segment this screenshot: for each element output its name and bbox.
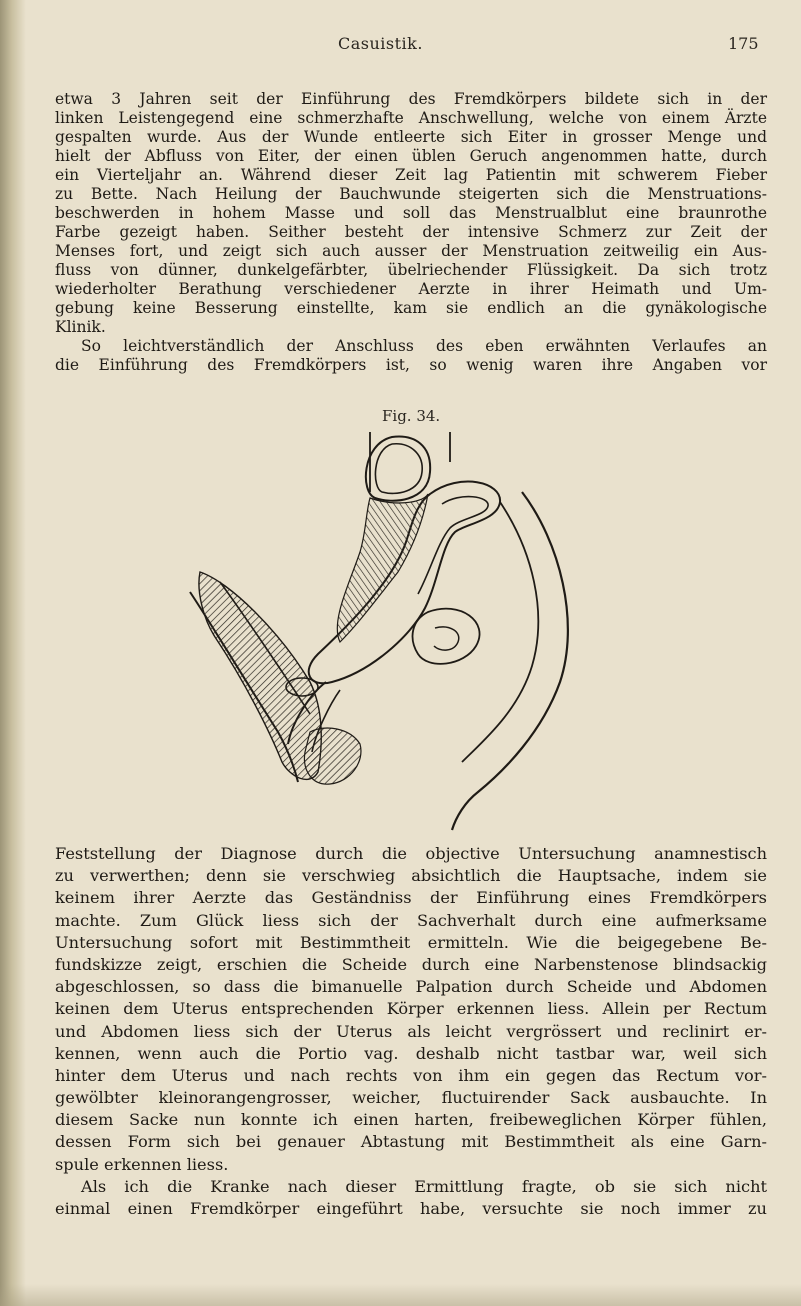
text-line: kennen, wenn auch die Portio vag. deshalb nicht tastbar war, weil sich [55,1043,767,1063]
text-line: linken Leistengegend eine schmerzhafte Anschwellung, welche von einem Ärzte [55,109,767,127]
text-line: gespalten wurde. Aus der Wunde entleerte sich Eiter in grosser Menge und [55,128,767,146]
bladder-inner [375,444,422,494]
text-line: dessen Form sich bei genauer Abtastung mit Bestimmtheit als eine Garn- [55,1132,767,1152]
anatomical-sketch-figure [160,432,590,832]
top-text-block [55,90,767,375]
bottom-text-block [55,843,767,1220]
text-line: Feststellung der Diagnose durch die objective Untersuchung anamnestisch [55,844,767,863]
text-line: beschwerden in hohem Masse und soll das Menstrualblut eine braunrothe [55,204,767,222]
bladder-wall-hatch [337,494,428,642]
text-line: einmal einen Fremdkörper eingeführt habe, versuchte sie noch immer zu [55,1199,767,1218]
text-line: machte. Zum Glück liess sich der Sachverhalt durch eine aufmerksame [55,910,767,930]
text-line: Menses fort, und zeigt sich auch ausser der Menstruation zeitweilig ein Aus- [55,242,767,260]
text-line: keinen dem Uterus entsprechenden Körper erkennen liess. Allein per Rectum [55,999,767,1019]
text-line: die Einführung des Fremdkörpers ist, so wenig waren ihre Angaben vor [55,356,767,374]
foreign-body-sac [413,609,480,664]
text-line: und Abdomen liess sich der Uterus als leicht vergrössert und reclinirt er- [55,1021,767,1041]
spool-icon [434,627,459,650]
text-line: diesem Sacke nun konnte ich einen harten, freibeweglichen Körper fühlen, [55,1110,767,1130]
page-bottom-shadow [0,1284,801,1306]
page-number: 175 [728,34,759,53]
text-line: zu Bette. Nach Heilung der Bauchwunde steigerten sich die Menstruations- [55,185,767,203]
text-line: Untersuchung sofort mit Bestimmtheit ermitteln. Wie die beigegebene Be- [55,932,767,952]
text-line: Klinik. [55,318,106,336]
text-line: gewölbter kleinorangengrosser, weicher, fluctuirender Sack ausbauchte. In [55,1088,767,1108]
text-line: gebung keine Besserung einstellte, kam sie endlich an die gynäkologische [55,299,767,317]
text-line: So leichtverständlich der Anschluss des eben erwähnten Verlaufes an [81,337,767,355]
running-title: Casuistik. [338,34,423,53]
scar-stenosis-hatch [304,728,360,784]
text-line: keinem ihrer Aerzte das Geständniss der Einführung eines Fremdkörpers [55,888,767,908]
text-line: etwa 3 Jahren seit der Einführung des Fremdkörpers bildete sich in der [55,90,767,108]
sacrum-curve [452,492,568,830]
uterus-inner [418,497,488,594]
rectum-wall [462,502,538,762]
text-line: fluss von dünner, dunkelgefärbter, übelriechender Flüssigkeit. Da sich trotz [55,261,767,279]
text-line: zu verwerthen; denn sie verschwieg absichtlich die Hauptsache, indem sie [55,866,767,886]
text-line: hinter dem Uterus und nach rechts von ihm ein gegen das Rectum vor- [55,1065,767,1085]
text-line: hielt der Abfluss von Eiter, der einen üblen Geruch angenommen hatte, durch [55,147,767,165]
text-line: Als ich die Kranke nach dieser Ermittlung fragte, ob sie sich nicht [81,1176,767,1196]
text-line: abgeschlossen, so dass die bimanuelle Palpation durch Scheide und Abdomen [55,977,767,997]
page-edge-shadow [0,0,26,1306]
pubic-bone-hatch [199,572,321,779]
text-line: Farbe gezeigt haben. Seither besteht der intensive Schmerz zur Zeit der [55,223,767,241]
text-line: ein Vierteljahr an. Während dieser Zeit lag Patientin mit schwerem Fieber [55,166,767,184]
text-line: wiederholter Berathung verschiedener Aerzte in ihrer Heimath und Um- [55,280,767,298]
figure-caption: Fig. 34. [382,407,441,425]
text-line: spule erkennen liess. [55,1154,229,1174]
text-line: fundskizze zeigt, erschien die Scheide durch eine Narbenstenose blindsackig [55,954,767,974]
